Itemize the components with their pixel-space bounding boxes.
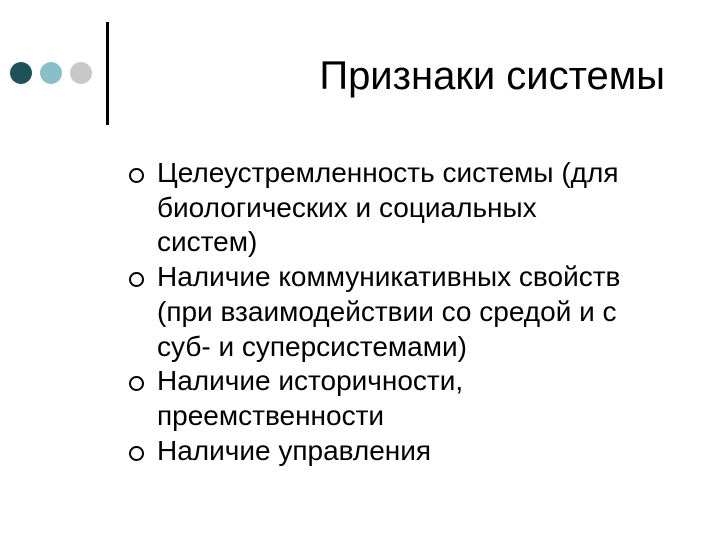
bullet-line: систем): [157, 226, 258, 258]
list-item: [127, 156, 687, 260]
bullet-line: Целеустремленность системы (для: [157, 157, 619, 188]
dot-dark-icon: [10, 62, 32, 84]
vertical-divider: [106, 22, 109, 125]
bullet-line: (при взаимодействии со средой и с: [157, 295, 617, 327]
bullet-line: суб- и суперсистемами): [157, 330, 467, 362]
bullet-line: преемственности: [157, 399, 385, 431]
decorative-dots: [10, 62, 92, 84]
bullet-line: Наличие коммуникативных свойств: [157, 261, 621, 293]
hollow-circle-icon: [129, 168, 144, 183]
dot-light-blue-icon: [40, 62, 62, 84]
slide-title: Признаки системы: [319, 54, 665, 98]
list-item: [127, 434, 687, 469]
bullet-line: биологических и социальных: [157, 191, 537, 223]
list-item: [127, 364, 687, 433]
bullet-line: Наличие управления: [157, 434, 432, 466]
bullet-list: [127, 156, 687, 468]
bullet-line: Наличие историчности,: [157, 365, 464, 397]
hollow-circle-icon: [129, 272, 144, 287]
dot-gray-icon: [70, 62, 92, 84]
hollow-circle-icon: [129, 446, 144, 461]
list-item: [127, 260, 687, 364]
hollow-circle-icon: [129, 376, 144, 391]
